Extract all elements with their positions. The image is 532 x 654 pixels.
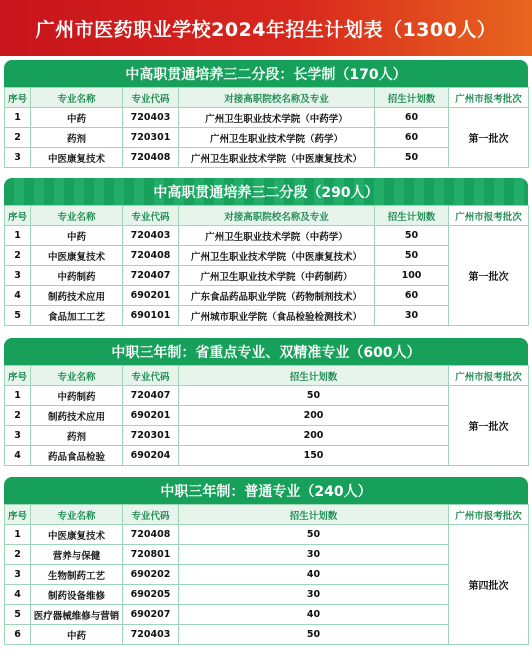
major-code: 690202 bbox=[123, 565, 179, 585]
plan-count: 200 bbox=[179, 406, 449, 426]
section-key-majors bbox=[4, 338, 528, 466]
major-name: 营养与保健 bbox=[31, 545, 123, 565]
major-code: 720407 bbox=[123, 386, 179, 406]
major-name: 中医康复技术 bbox=[31, 246, 123, 266]
major-name: 中药 bbox=[31, 226, 123, 246]
major-name: 中药制药 bbox=[31, 386, 123, 406]
major-name: 中药 bbox=[31, 625, 123, 645]
row-number: 5 bbox=[5, 605, 31, 625]
table-row bbox=[5, 108, 529, 128]
major-code: 690205 bbox=[123, 585, 179, 605]
plan-count: 150 bbox=[179, 446, 449, 466]
col-header: 对接高职院校名称及专业 bbox=[179, 206, 375, 226]
major-code: 720408 bbox=[123, 246, 179, 266]
plan-count: 50 bbox=[179, 525, 449, 545]
enrollment-batch: 第一批次 bbox=[449, 226, 529, 326]
col-header: 专业代码 bbox=[123, 88, 179, 108]
major-name: 制药设备维修 bbox=[31, 585, 123, 605]
major-name: 药品食品检验 bbox=[31, 446, 123, 466]
major-code: 690204 bbox=[123, 446, 179, 466]
plan-count: 100 bbox=[375, 266, 449, 286]
partner-school: 广州卫生职业技术学院（中医康复技术） bbox=[179, 148, 375, 168]
major-code: 720403 bbox=[123, 625, 179, 645]
plan-count: 60 bbox=[375, 108, 449, 128]
col-header: 招生计划数 bbox=[179, 366, 449, 386]
row-number: 4 bbox=[5, 585, 31, 605]
plan-count: 40 bbox=[179, 605, 449, 625]
major-name: 中药 bbox=[31, 108, 123, 128]
table-header-row bbox=[5, 206, 529, 226]
major-code: 720301 bbox=[123, 128, 179, 148]
major-code: 720403 bbox=[123, 108, 179, 128]
major-code: 690207 bbox=[123, 605, 179, 625]
major-code: 720301 bbox=[123, 426, 179, 446]
col-header: 广州市报考批次 bbox=[449, 88, 529, 108]
major-code: 720801 bbox=[123, 545, 179, 565]
plan-count: 30 bbox=[179, 585, 449, 605]
major-name: 制药技术应用 bbox=[31, 406, 123, 426]
plan-count: 30 bbox=[179, 545, 449, 565]
col-header: 广州市报考批次 bbox=[449, 206, 529, 226]
row-number: 4 bbox=[5, 286, 31, 306]
partner-school: 广州卫生职业技术学院（中药制药） bbox=[179, 266, 375, 286]
major-code: 720407 bbox=[123, 266, 179, 286]
plan-count: 50 bbox=[375, 246, 449, 266]
plan-count: 40 bbox=[179, 565, 449, 585]
enrollment-batch: 第一批次 bbox=[449, 108, 529, 168]
table-header-row bbox=[5, 366, 529, 386]
row-number: 1 bbox=[5, 108, 31, 128]
major-code: 690201 bbox=[123, 406, 179, 426]
row-number: 4 bbox=[5, 446, 31, 466]
table-header-row bbox=[5, 88, 529, 108]
enrollment-batch: 第一批次 bbox=[449, 386, 529, 466]
partner-school: 广东食品药品职业学院（药物制剂技术） bbox=[179, 286, 375, 306]
partner-school: 广州卫生职业技术学院（中药学） bbox=[179, 108, 375, 128]
enrollment-batch: 第四批次 bbox=[449, 525, 529, 645]
major-name: 食品加工工艺 bbox=[31, 306, 123, 326]
col-header: 招生计划数 bbox=[375, 206, 449, 226]
plan-count: 30 bbox=[375, 306, 449, 326]
section-long-program bbox=[4, 60, 528, 168]
row-number: 2 bbox=[5, 128, 31, 148]
section-title: 中职三年制：省重点专业、双精准专业（600人） bbox=[4, 338, 528, 365]
col-header: 广州市报考批次 bbox=[449, 505, 529, 525]
row-number: 2 bbox=[5, 545, 31, 565]
col-header: 专业代码 bbox=[123, 505, 179, 525]
major-code: 720403 bbox=[123, 226, 179, 246]
col-header: 专业名称 bbox=[31, 505, 123, 525]
section-title: 中职三年制：普通专业（240人） bbox=[4, 477, 528, 504]
plan-count: 50 bbox=[179, 386, 449, 406]
partner-school: 广州城市职业学院（食品检验检测技术） bbox=[179, 306, 375, 326]
major-name: 中医康复技术 bbox=[31, 148, 123, 168]
major-code: 690101 bbox=[123, 306, 179, 326]
col-header: 对接高职院校名称及专业 bbox=[179, 88, 375, 108]
major-code: 720408 bbox=[123, 148, 179, 168]
plan-count: 60 bbox=[375, 128, 449, 148]
col-header: 专业名称 bbox=[31, 88, 123, 108]
partner-school: 广州卫生职业技术学院（药学） bbox=[179, 128, 375, 148]
table-header-row bbox=[5, 505, 529, 525]
col-header: 序号 bbox=[5, 366, 31, 386]
row-number: 3 bbox=[5, 266, 31, 286]
table-row bbox=[5, 386, 529, 406]
row-number: 6 bbox=[5, 625, 31, 645]
table-row bbox=[5, 226, 529, 246]
major-code: 690201 bbox=[123, 286, 179, 306]
major-name: 药剂 bbox=[31, 128, 123, 148]
section-regular-majors bbox=[4, 477, 528, 645]
major-name: 制药技术应用 bbox=[31, 286, 123, 306]
row-number: 1 bbox=[5, 525, 31, 545]
row-number: 2 bbox=[5, 246, 31, 266]
plan-count: 50 bbox=[375, 226, 449, 246]
row-number: 3 bbox=[5, 426, 31, 446]
col-header: 序号 bbox=[5, 206, 31, 226]
plan-count: 60 bbox=[375, 286, 449, 306]
col-header: 专业代码 bbox=[123, 366, 179, 386]
plan-table bbox=[4, 205, 529, 326]
col-header: 招生计划数 bbox=[375, 88, 449, 108]
section-title: 中高职贯通培养三二分段：长学制（170人） bbox=[4, 60, 528, 87]
major-name: 中药制药 bbox=[31, 266, 123, 286]
col-header: 序号 bbox=[5, 88, 31, 108]
col-header: 广州市报考批次 bbox=[449, 366, 529, 386]
row-number: 1 bbox=[5, 226, 31, 246]
page-title: 广州市医药职业学校2024年招生计划表（1300人） bbox=[0, 0, 532, 56]
major-code: 720408 bbox=[123, 525, 179, 545]
major-name: 药剂 bbox=[31, 426, 123, 446]
row-number: 1 bbox=[5, 386, 31, 406]
section-title: 中高职贯通培养三二分段（290人） bbox=[4, 178, 528, 205]
major-name: 中医康复技术 bbox=[31, 525, 123, 545]
col-header: 招生计划数 bbox=[179, 505, 449, 525]
row-number: 5 bbox=[5, 306, 31, 326]
plan-table bbox=[4, 504, 529, 645]
table-row bbox=[5, 525, 529, 545]
plan-table bbox=[4, 87, 529, 168]
col-header: 专业代码 bbox=[123, 206, 179, 226]
col-header: 专业名称 bbox=[31, 206, 123, 226]
row-number: 3 bbox=[5, 565, 31, 585]
section-three-two bbox=[4, 178, 528, 326]
row-number: 3 bbox=[5, 148, 31, 168]
col-header: 序号 bbox=[5, 505, 31, 525]
major-name: 医疗器械维修与营销 bbox=[31, 605, 123, 625]
row-number: 2 bbox=[5, 406, 31, 426]
col-header: 专业名称 bbox=[31, 366, 123, 386]
major-name: 生物制药工艺 bbox=[31, 565, 123, 585]
plan-count: 200 bbox=[179, 426, 449, 446]
plan-table bbox=[4, 365, 529, 466]
partner-school: 广州卫生职业技术学院（中药学） bbox=[179, 226, 375, 246]
partner-school: 广州卫生职业技术学院（中医康复技术） bbox=[179, 246, 375, 266]
plan-count: 50 bbox=[179, 625, 449, 645]
plan-count: 50 bbox=[375, 148, 449, 168]
